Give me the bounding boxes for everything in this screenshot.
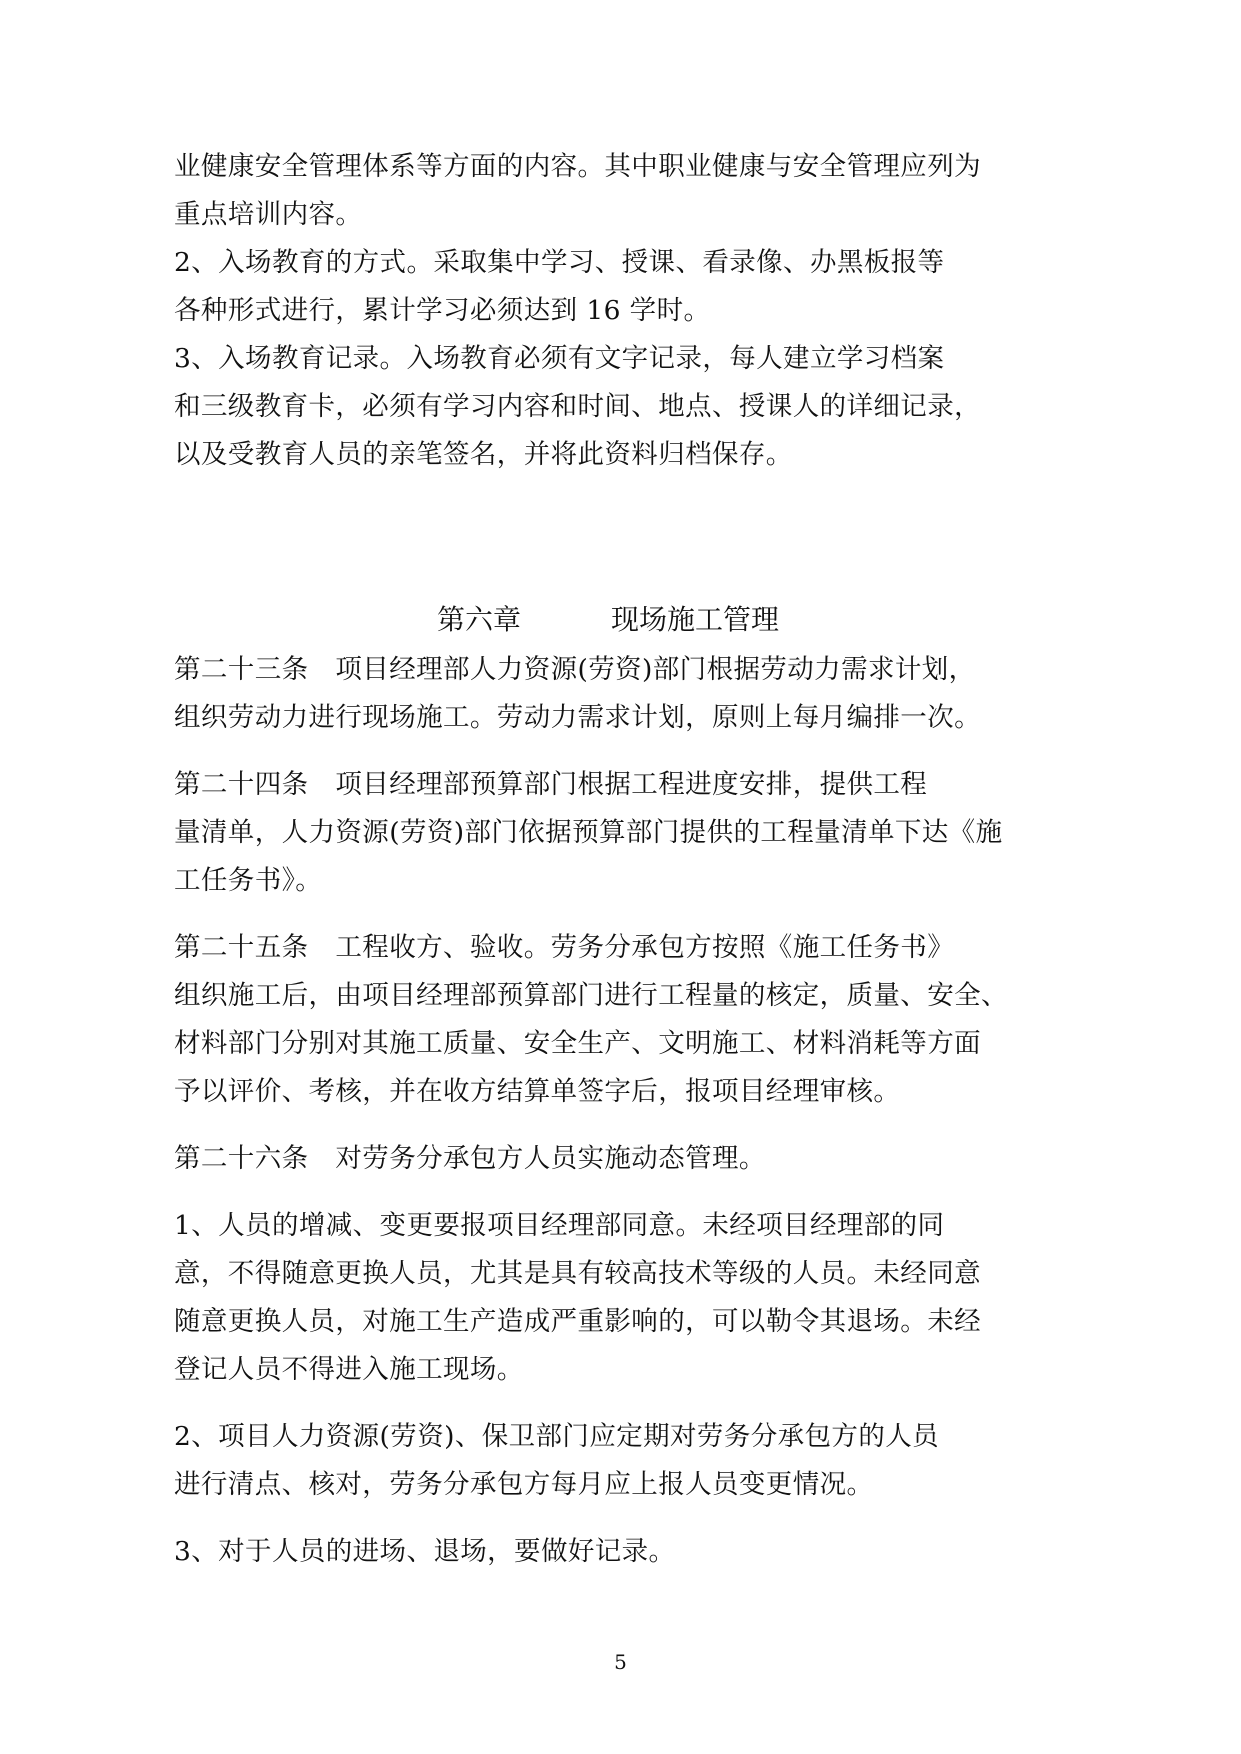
body-line: 第二十五条 工程收方、验收。劳务分承包方按照《施工任务书》 [174,932,955,963]
body-line: 材料部门分别对其施工质量、安全生产、文明施工、材料消耗等方面 [174,1028,981,1059]
body-line: 1、人员的增减、变更要报项目经理部同意。未经项目经理部的同 [174,1210,945,1241]
body-line: 量清单，人力资源(劳资)部门依据预算部门提供的工程量清单下达《施 [174,817,1003,848]
body-line: 组织劳动力进行现场施工。劳动力需求计划，原则上每月编排一次。 [174,702,981,733]
chapter-title: 现场施工管理 [611,603,780,636]
page-number: 5 [614,1650,627,1674]
chapter-number: 第六章 [437,603,522,636]
body-line: 以及受教育人员的亲笔签名，并将此资料归档保存。 [174,439,793,470]
body-line: 2、项目人力资源(劳资)、保卫部门应定期对劳务分承包方的人员 [174,1421,940,1452]
body-line: 第二十三条 项目经理部人力资源(劳资)部门根据劳动力需求计划， [174,654,976,685]
body-line: 第二十六条 对劳务分承包方人员实施动态管理。 [174,1143,766,1174]
chapter-heading [0,600,1241,640]
body-line: 重点培训内容。 [174,199,363,230]
body-line: 各种形式进行，累计学习必须达到 16 学时。 [174,295,711,326]
body-line: 进行清点、核对，劳务分承包方每月应上报人员变更情况。 [174,1469,874,1500]
body-line: 和三级教育卡，必须有学习内容和时间、地点、授课人的详细记录， [174,391,981,422]
body-line: 业健康安全管理体系等方面的内容。其中职业健康与安全管理应列为 [174,151,981,182]
body-line: 意，不得随意更换人员，尤其是具有较高技术等级的人员。未经同意 [174,1258,981,1289]
body-line: 3、对于人员的进场、退场，要做好记录。 [174,1536,676,1567]
body-line: 予以评价、考核，并在收方结算单签字后，报项目经理审核。 [174,1076,901,1107]
body-line: 工任务书》。 [174,865,323,896]
body-line: 登记人员不得进入施工现场。 [174,1354,524,1385]
body-line: 3、入场教育记录。入场教育必须有文字记录，每人建立学习档案 [174,343,945,374]
body-line: 2、入场教育的方式。采取集中学习、授课、看录像、办黑板报等 [174,247,945,278]
body-line: 组织施工后，由项目经理部预算部门进行工程量的核定，质量、安全、 [174,980,1008,1011]
body-line: 随意更换人员，对施工生产造成严重影响的，可以勒令其退场。未经 [174,1306,981,1337]
body-line: 第二十四条 项目经理部预算部门根据工程进度安排，提供工程 [174,769,928,800]
